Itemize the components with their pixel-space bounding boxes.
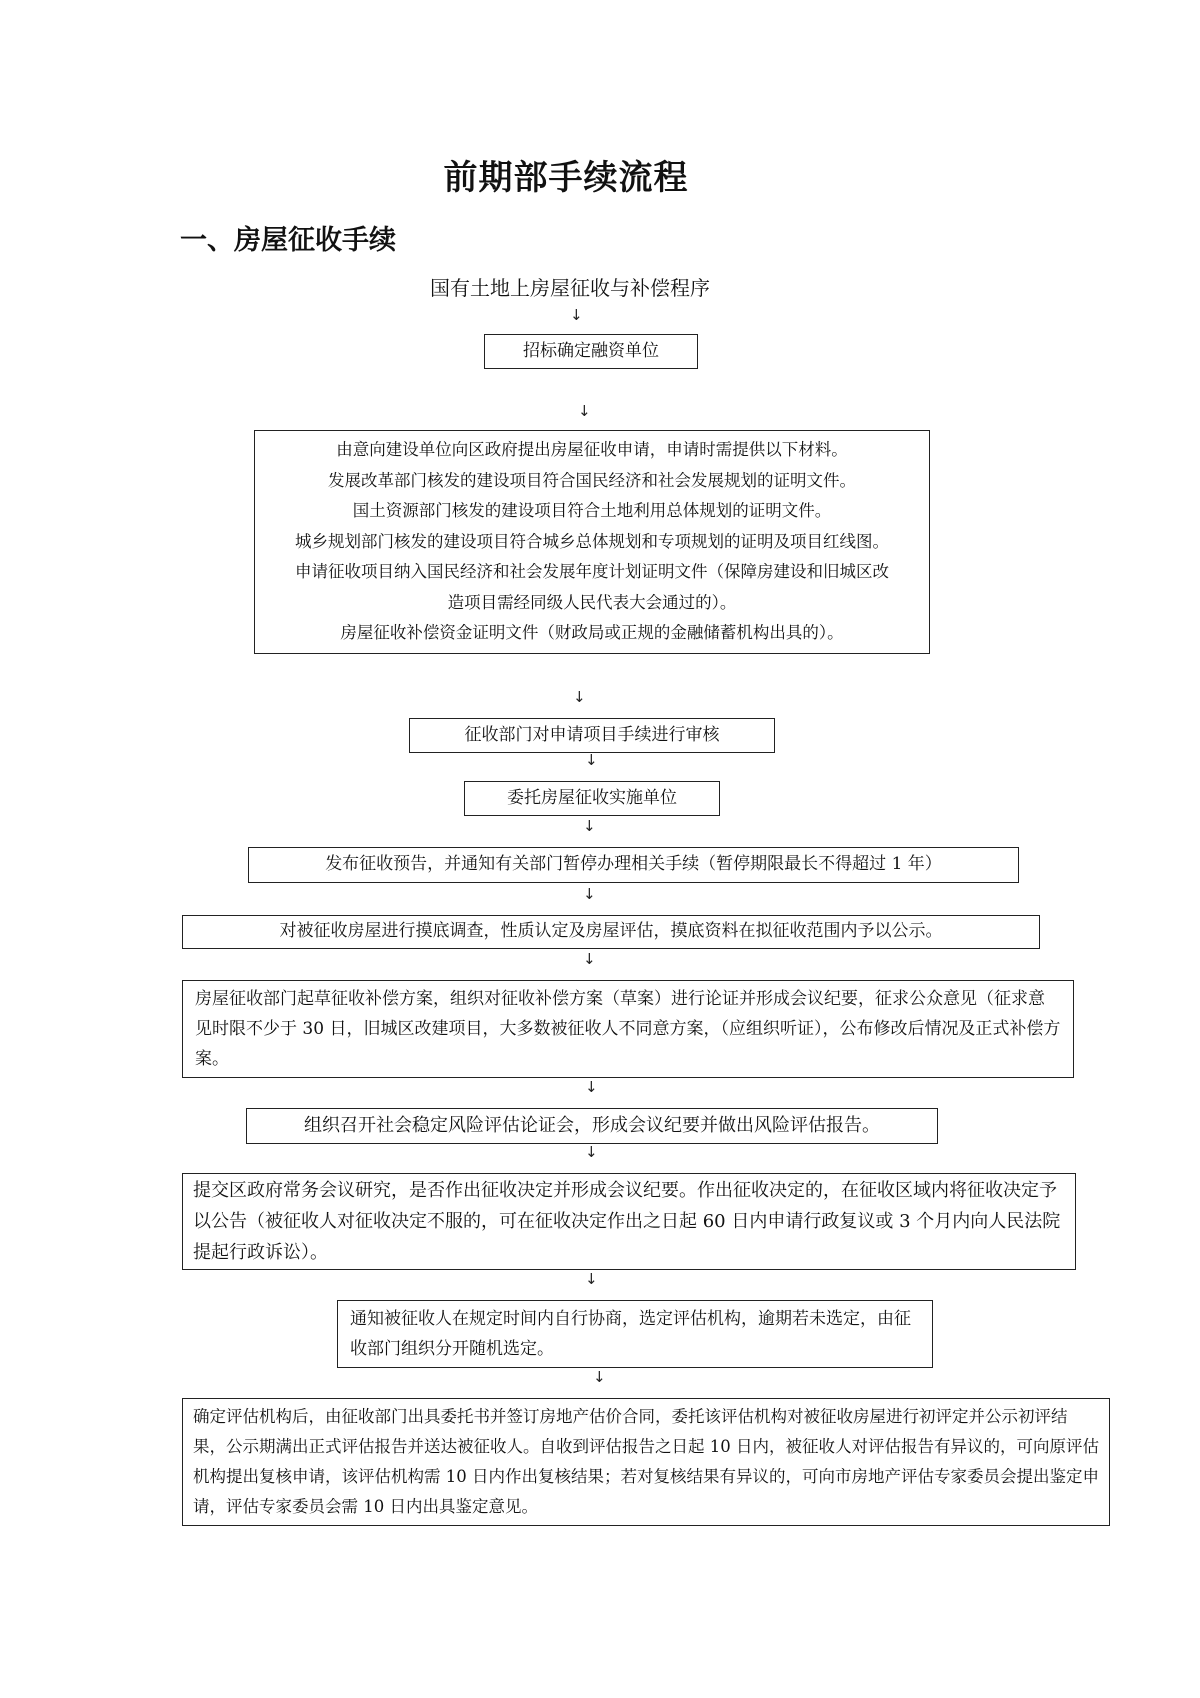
step-text: 发布征收预告，并通知有关部门暂停办理相关手续（暂停期限最长不得超过 1 年） — [325, 854, 942, 874]
step-box-entrust — [464, 781, 720, 816]
step-box-appraisal — [182, 1398, 1110, 1526]
step-text: 对被征收房屋进行摸底调查，性质认定及房屋评估，摸底资料在拟征收范围内予以公示。 — [279, 921, 943, 941]
flow-arrow-icon: ↓ — [570, 306, 583, 324]
step-box-risk-assessment — [246, 1108, 938, 1144]
flow-subtitle: 国有土地上房屋征收与补偿程序 — [430, 276, 710, 300]
flow-arrow-icon: ↓ — [585, 751, 598, 769]
flow-arrow-icon: ↓ — [593, 1368, 606, 1386]
step-box-review — [409, 718, 775, 753]
flow-arrow-icon: ↓ — [578, 402, 591, 420]
step-text: 委托房屋征收实施单位 — [507, 788, 677, 808]
flow-arrow-icon: ↓ — [585, 1143, 598, 1161]
section-heading: 一、房屋征收手续 — [180, 225, 396, 256]
step-text: 征收部门对申请项目手续进行审核 — [464, 725, 720, 745]
step-box-compensation-plan — [182, 980, 1074, 1078]
step-box-decision — [182, 1173, 1076, 1270]
step-box-survey — [182, 915, 1040, 949]
flow-arrow-icon: ↓ — [573, 688, 586, 706]
flow-arrow-icon: ↓ — [585, 1270, 598, 1288]
step-text: 确定评估机构后，由征收部门出具委托书并签订房地产估价合同，委托该评估机构对被征收房屋进行初评定并公示初评结果，公示期满出正式评估报告并送达被征收人。自收到评估报告之日起 10 日内，被征收人对评估报告有异议的，可向原评估机构提出复核申请，该评估机构需 10 日内作出复核结果；若对复核结果有异议的，可向市房地产评估专家委员会提出鉴定申请，评估专家委员会需 10 日内出具鉴定意见。 — [193, 1407, 1099, 1516]
flow-arrow-icon: ↓ — [583, 817, 596, 835]
step-text: 提交区政府常务会议研究，是否作出征收决定并形成会议纪要。作出征收决定的，在征收区域内将征收决定予以公告（被征收人对征收决定不服的，可在征收决定作出之日起 60 日内申请行政复议或 3 个月内向人民法院提起行政诉讼）。 — [193, 1180, 1061, 1263]
step-text-line: 国土资源部门核发的建设项目符合土地利用总体规划的证明文件。 — [352, 501, 832, 520]
document-title: 前期部手续流程 — [443, 158, 689, 198]
step-text-line: 发展改革部门核发的建设项目符合国民经济和社会发展规划的证明文件。 — [328, 470, 856, 490]
step-box-select-appraiser — [337, 1300, 933, 1368]
step-text: 通知被征收人在规定时间内自行协商，选定评估机构，逾期若未选定，由征收部门组织分开随机选定。 — [350, 1309, 911, 1359]
step-box-financing — [484, 334, 698, 369]
step-text-line: 由意向建设单位向区政府提出房屋征收申请，申请时需提供以下材料。 — [336, 440, 848, 459]
step-text-line: 房屋征收补偿资金证明文件（财政局或正规的金融储蓄机构出具的）。 — [340, 623, 844, 642]
flow-arrow-icon: ↓ — [585, 1078, 598, 1096]
step-text-line: 城乡规划部门核发的建设项目符合城乡总体规划和专项规划的证明及项目红线图。 — [295, 531, 889, 551]
step-text: 房屋征收部门起草征收补偿方案，组织对征收补偿方案（草案）进行论证并形成会议纪要，征求公众意见（征求意见时限不少于 30 日，旧城区改建项目，大多数被征收人不同意方案，（应组织听证），公布修改后情况及正式补偿方案。 — [195, 989, 1061, 1069]
step-box-application — [254, 430, 930, 654]
step-text-line: 造项目需经同级人民代表大会通过的）。 — [447, 592, 737, 612]
step-text: 组织召开社会稳定风险评估论证会，形成会议纪要并做出风险评估报告。 — [304, 1115, 880, 1136]
step-text-line: 申请征收项目纳入国民经济和社会发展年度计划证明文件（保障房建设和旧城区改 — [295, 562, 889, 581]
step-text: 招标确定融资单位 — [523, 341, 659, 361]
step-box-notice — [248, 847, 1019, 883]
flow-arrow-icon: ↓ — [583, 950, 596, 968]
flow-arrow-icon: ↓ — [583, 885, 596, 903]
